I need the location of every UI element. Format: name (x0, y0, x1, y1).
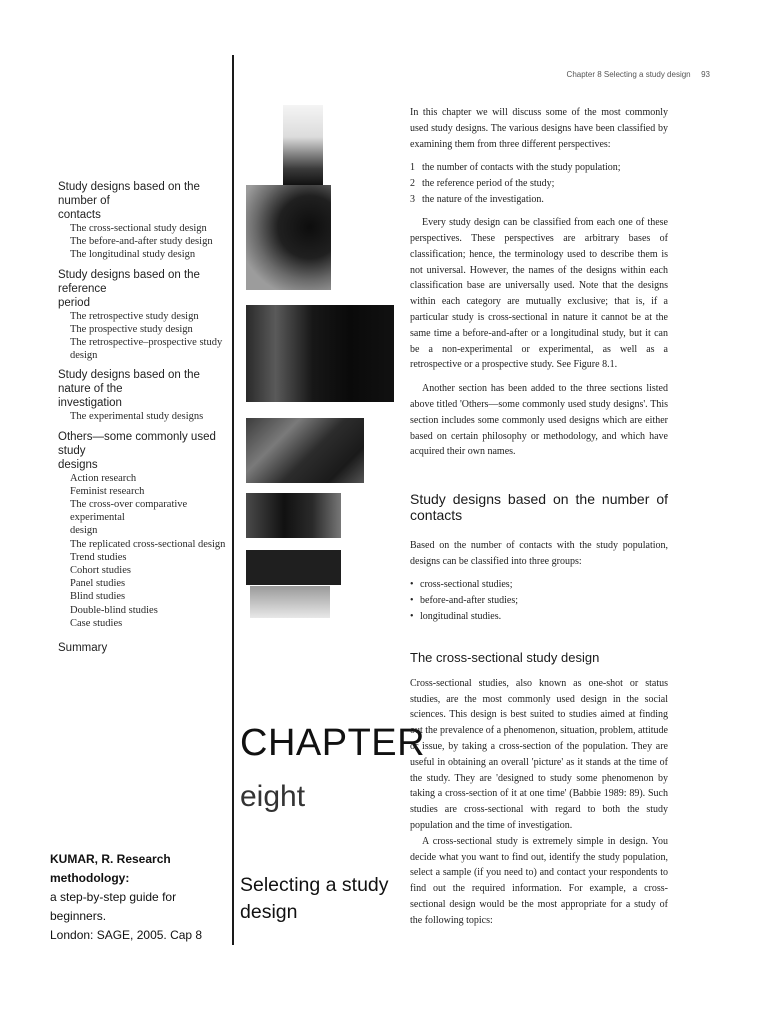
perspectives-list (410, 160, 668, 207)
toc-section-heading-line: Study designs based on the number of (58, 181, 200, 207)
toc-section-heading-line: investigation (58, 397, 122, 410)
toc-section-heading-line: contacts (58, 209, 101, 221)
group-item: • cross-sectional studies; (410, 577, 668, 593)
perspective-number: 1 (410, 162, 415, 174)
toc-item: design (70, 525, 98, 537)
photo-strip-3 (246, 305, 394, 402)
perspective-number: 3 (410, 193, 415, 205)
photo-strip-7 (250, 586, 330, 618)
toc-item: Feminist research (70, 485, 145, 497)
toc-item: The experimental study designs (70, 411, 204, 423)
section-heading-cross-sectional: The cross-sectional study design (410, 650, 600, 666)
chapter-number: eight (240, 780, 306, 813)
perspective-text: the reference period of the study; (422, 177, 555, 189)
running-head (560, 70, 710, 79)
toc-item: Blind studies (70, 591, 126, 603)
toc-item: The prospective study design (70, 323, 193, 335)
vertical-rule (232, 55, 234, 945)
photo-strip-5 (246, 493, 341, 538)
groups-list (410, 577, 668, 624)
citation-line-2: a step-by-step guide for beginners. (50, 890, 177, 923)
perspective-item (410, 192, 668, 208)
toc-item: Trend studies (70, 551, 127, 563)
toc-section-heading (58, 268, 228, 310)
chapter-label: CHAPTER (240, 722, 426, 764)
perspective-text: the nature of the investigation. (422, 193, 544, 205)
toc-item: The longitudinal study design (70, 249, 196, 261)
toc-section-heading (58, 368, 228, 410)
toc-section-heading-line: Others—some commonly used study (58, 430, 216, 457)
group-item: • before-and-after studies; (410, 593, 668, 609)
toc-item: Action research (70, 472, 137, 484)
toc-section-heading-line: period (58, 296, 90, 309)
toc-item: The cross-over comparative experimental (70, 499, 188, 524)
toc-item: The retrospective–prospective study (70, 337, 223, 349)
chapter-title-line-1: Selecting a study (240, 874, 389, 896)
toc-section-heading (58, 180, 228, 222)
toc-item: Panel studies (70, 578, 126, 590)
perspective-item (410, 160, 668, 176)
toc-item: Case studies (70, 617, 123, 629)
toc-section-heading-line: Study designs based on the nature of the (58, 369, 200, 396)
paragraph-simple-design: A cross-sectional study is extremely simple in design. You decide what you want to find out, identify the study population, select a sample (if you need to) and contact your respondents to find out the required information. For example, a cross-sectional design would be the most appropriate for a study of the following topics: (410, 835, 668, 926)
citation-author: KUMAR, R. Research methodology: (50, 852, 171, 885)
group-item: • longitudinal studies. (410, 609, 668, 625)
citation-line-3: London: SAGE, 2005. Cap 8 (50, 928, 203, 942)
running-head-text: Chapter 8 Selecting a study design (566, 70, 691, 79)
citation (50, 850, 230, 945)
toc-section-heading (58, 430, 228, 472)
paragraph-others: Another section has been added to the three sections listed above titled 'Others—some commonly used study designs'. This section includes some commonly used designs which are either based on certain philosophy or methodology, and which have acquired their own names. (410, 383, 668, 458)
toc-item: design (70, 350, 98, 362)
chapter-contents (58, 180, 228, 654)
photo-strip-2 (246, 185, 331, 290)
section-heading-contacts: Study designs based on the number of contacts (410, 491, 668, 523)
perspective-number: 2 (410, 177, 415, 189)
intro-paragraph: In this chapter we will discuss some of the most commonly used study designs. The various designs have been classified by examining them from three different perspectives: (410, 107, 668, 150)
perspective-text: the number of contacts with the study population; (422, 162, 621, 174)
toc-item: The before-and-after study design (70, 236, 213, 248)
toc-item: The replicated cross-sectional design (70, 538, 226, 550)
chapter-title-line-2: design (240, 901, 298, 923)
toc-item: Double-blind studies (70, 604, 158, 616)
toc-item: The retrospective study design (70, 310, 199, 322)
toc-section-heading-line: Study designs based on the reference (58, 268, 200, 295)
body-text (410, 105, 668, 929)
toc-item: Cohort studies (70, 565, 131, 577)
photo-strip-1 (283, 105, 323, 185)
paragraph-cross-sectional: Cross-sectional studies, also known as one-shot or status studies, are the most commonly used design in the social sciences. This design is best suited to studies aimed at finding out the prevalence of a phenomenon, situation, problem, attitude or issue, by taking a cross-section of the population. They are useful in obtaining an overall 'picture' as it stands at the time of the study. They are 'designed to study some phenomenon by taking a cross-section of it at one time' (Babbie 1989: 89). Such studies are cross-sectional with regard to both the study population and the time of investigation. (410, 677, 668, 832)
paragraph-contacts: Based on the number of contacts with the study population, designs can be classified into three groups: (410, 539, 668, 567)
perspective-item (410, 176, 668, 192)
toc-section-heading-line: designs (58, 458, 98, 471)
photo-strip-4 (246, 418, 364, 483)
page-number: 93 (701, 70, 710, 79)
photo-strip-6 (246, 550, 341, 585)
toc-item: The cross-sectional study design (70, 223, 207, 234)
toc-summary: Summary (58, 642, 108, 655)
chapter-title (240, 872, 390, 926)
paragraph-classification: Every study design can be classified from each one of these perspectives. These perspectives are arbitrary bases of classification; hence, the terminology used to describe them is not universal. However, the names of the designs within each classification base are universally used. Note that the designs within each category are mutually exclusive; that is, if a particular study is cross-sectional in nature it cannot be at the same time a before-and-after or a longitudinal study, but it can be a non-experimental or experimental, as well as a retrospective or a prospective study. See Figure 8.1. (410, 217, 668, 371)
